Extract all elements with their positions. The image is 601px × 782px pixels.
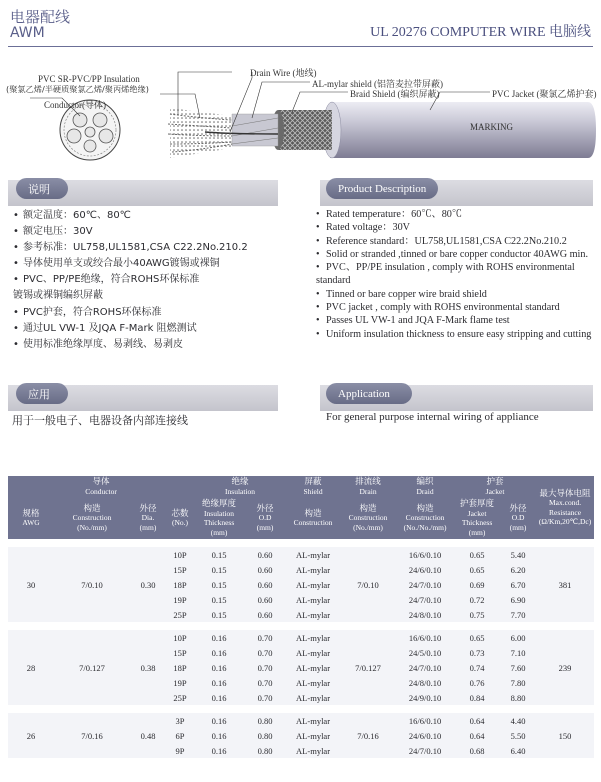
- list-item: • PVC护套，符合ROHS环保标准: [13, 305, 303, 321]
- app-en-text: For general purpose internal wiring of appliance: [326, 411, 539, 423]
- th-awg: 规格 AWG: [8, 497, 54, 543]
- cell-cores: 18P: [173, 579, 187, 590]
- cell-jacket-thickness: 0.84: [469, 692, 485, 703]
- cell-braid: 24/8/0.10: [408, 609, 442, 620]
- cell-insulation-thickness: 0.15: [211, 594, 227, 605]
- list-item: standard: [316, 275, 351, 287]
- cell-insulation-thickness: 0.15: [194, 543, 244, 562]
- cell-jacket-thickness: 0.64: [454, 709, 500, 728]
- th-shield-cons: 构造 Construction: [286, 497, 340, 543]
- list-item: • PVC jacket , comply with ROHS environmental standard: [316, 301, 598, 314]
- cell-cores: 15P: [173, 647, 187, 658]
- cell-jacket-thickness: 0.65: [454, 626, 500, 645]
- cell-insulation-thickness: 0.16: [194, 709, 244, 728]
- cell-insulation-thickness: 0.16: [211, 745, 227, 756]
- list-item: • PVC、PP/PE绝缘，符合ROHS环保标准: [13, 272, 303, 288]
- cell-resistance: 150: [536, 709, 594, 758]
- list-item: • Rated voltage：30V: [316, 221, 598, 234]
- list-item: • Uniform insulation thickness to ensure easy stripping and cutting: [316, 328, 598, 341]
- cell-cores: 18P: [173, 662, 187, 673]
- cell-insulation-od: 0.70: [257, 662, 273, 673]
- list-item: • Rated temperature：60℃、80℃: [316, 208, 598, 221]
- spec-table: [8, 476, 594, 758]
- desc-cn-list: [13, 208, 303, 353]
- cell-jacket-thickness: 0.76: [469, 677, 485, 688]
- cell-awg: 26: [8, 709, 54, 758]
- cable-insulated-pairs: [170, 108, 232, 158]
- th-cond-od: 外径 Dia. (mm): [130, 497, 166, 543]
- th-drain-cons: 构造 Construction (No./mm): [340, 497, 396, 543]
- cell-jacket-thickness: 0.65: [469, 564, 485, 575]
- cell-jacket-thickness: 0.64: [469, 730, 485, 741]
- cell-shield: AL-mylar: [286, 626, 340, 645]
- list-item: • 导体使用单支或绞合最小40AWG镀锡或裸铜: [13, 256, 303, 272]
- cell-braid: 24/5/0.10: [408, 647, 442, 658]
- cable-jacket: [330, 102, 596, 158]
- cell-jacket-od: 7.80: [510, 677, 526, 688]
- cell-cores: 3P: [166, 709, 194, 728]
- cell-insulation-od: 0.60: [257, 594, 273, 605]
- cell-cores: 25P: [173, 609, 187, 620]
- cell-jacket-od: 6.20: [510, 564, 526, 575]
- table-row: [8, 626, 594, 645]
- cell-cores: 10P: [166, 626, 194, 645]
- cell-drain: 7/0.10: [340, 543, 396, 626]
- cell-jacket-thickness: 0.72: [469, 594, 485, 605]
- th-jacket: 护套 Jacket: [454, 476, 536, 497]
- cell-insulation-od: 0.70: [244, 626, 286, 645]
- label-conductor: Conductor(导体): [44, 100, 106, 110]
- label-insulation: PVC SR-PVC/PP Insulation: [38, 74, 140, 84]
- cell-conductor-construction: 7/0.10: [54, 543, 130, 626]
- cell-shield: AL-mylar: [296, 662, 331, 673]
- cell-conductor-dia: 0.48: [130, 709, 166, 758]
- table-row: [8, 709, 594, 728]
- cell-jacket-thickness: 0.69: [469, 579, 485, 590]
- cell-conductor-dia: 0.30: [130, 543, 166, 626]
- cell-jacket-od: 6.70: [510, 579, 526, 590]
- cell-insulation-od: 0.60: [257, 609, 273, 620]
- cell-insulation-od: 0.80: [244, 709, 286, 728]
- header-en-title: AWM: [10, 25, 45, 41]
- cable-braid: [278, 110, 332, 150]
- label-drain-wire: Drain Wire (地线): [250, 68, 317, 78]
- cell-braid: 24/8/0.10: [408, 677, 442, 688]
- app-cn-heading: 应用: [16, 383, 68, 404]
- cell-insulation-thickness: 0.16: [194, 626, 244, 645]
- desc-en-list: [316, 208, 598, 341]
- list-item: • 通过UL VW-1 及JQA F-Mark 阻燃测试: [13, 321, 303, 337]
- cell-cores: 9P: [175, 745, 185, 756]
- cell-jacket-od: 6.00: [500, 626, 536, 645]
- cell-shield: AL-mylar: [296, 677, 331, 688]
- cell-jacket-od: 5.50: [510, 730, 526, 741]
- cell-jacket-od: 7.10: [510, 647, 526, 658]
- cell-insulation-od: 0.60: [244, 543, 286, 562]
- cell-jacket-thickness: 0.74: [469, 662, 485, 673]
- th-jk-od: 外径 O.D (mm): [500, 497, 536, 543]
- cell-cores: 10P: [166, 543, 194, 562]
- cell-insulation-od: 0.70: [257, 677, 273, 688]
- list-item: • Passes UL VW-1 and JQA F-Mark flame test: [316, 314, 598, 327]
- list-item: • Tinned or bare copper wire braid shield: [316, 288, 598, 301]
- cell-conductor-dia: 0.38: [130, 626, 166, 709]
- cell-shield: AL-mylar: [296, 647, 331, 658]
- list-item: • 参考标准：UL758,UL1581,CSA C22.2No.210.2: [13, 240, 303, 256]
- cell-insulation-thickness: 0.16: [211, 730, 227, 741]
- label-pvc-jacket: PVC Jacket (聚氯乙烯护套): [492, 89, 597, 99]
- cell-cores: 15P: [173, 564, 187, 575]
- th-ins-thk: 绝缘厚度 Insulation Thickness (mm): [194, 497, 244, 543]
- product-title: UL 20276 COMPUTER WIRE 电脑线: [370, 25, 591, 40]
- desc-cn-heading: 说明: [16, 178, 68, 199]
- label-al-mylar: AL-mylar shield (铝箔麦拉带屏蔽): [312, 79, 443, 89]
- th-braid-cons: 构造 Construction (No./No./mm): [396, 497, 454, 543]
- cell-jacket-od: 4.40: [500, 709, 536, 728]
- header-cn-title: 电器配线: [10, 8, 71, 26]
- cell-resistance: 239: [536, 626, 594, 709]
- cell-conductor-construction: 7/0.16: [54, 709, 130, 758]
- th-insulation: 绝缘 Insulation: [194, 476, 286, 497]
- cell-braid: 24/7/0.10: [408, 579, 442, 590]
- label-braid-shield: Braid Shield (编织屏蔽): [350, 89, 440, 99]
- cell-insulation-thickness: 0.15: [211, 564, 227, 575]
- cell-insulation-od: 0.60: [257, 564, 273, 575]
- cell-shield: AL-mylar: [296, 730, 331, 741]
- cell-shield: AL-mylar: [296, 609, 331, 620]
- cell-insulation-od: 0.60: [257, 579, 273, 590]
- cell-conductor-construction: 7/0.127: [54, 626, 130, 709]
- cell-jacket-thickness: 0.73: [469, 647, 485, 658]
- cell-insulation-thickness: 0.16: [211, 677, 227, 688]
- cell-jacket-thickness: 0.65: [454, 543, 500, 562]
- cell-braid: 24/7/0.10: [408, 594, 442, 605]
- app-en-heading: Application: [326, 383, 412, 404]
- list-item: • Solid or stranded ,tinned or bare copper conductor 40AWG min.: [316, 248, 598, 261]
- cell-jacket-thickness: 0.75: [469, 609, 485, 620]
- cell-shield: AL-mylar: [296, 579, 331, 590]
- app-cn-text: 用于一般电子、电器设备内部连接线: [12, 414, 188, 427]
- cell-braid: 24/7/0.10: [408, 745, 442, 756]
- cell-insulation-od: 0.70: [257, 692, 273, 703]
- cell-braid: 16/6/0.10: [396, 626, 454, 645]
- desc-en-heading: Product Description: [326, 178, 438, 199]
- th-cond-cons: 构造 Construction (No./mm): [54, 497, 130, 543]
- cell-jacket-thickness: 0.68: [469, 745, 485, 756]
- cell-braid: 24/6/0.10: [408, 564, 442, 575]
- cell-cores: 6P: [175, 730, 185, 741]
- th-shield: 屏蔽 Shield: [286, 476, 340, 497]
- cell-insulation-od: 0.70: [257, 647, 273, 658]
- cell-braid: 24/9/0.10: [408, 692, 442, 703]
- cell-insulation-thickness: 0.15: [211, 579, 227, 590]
- th-ins-od: 外径 O.D (mm): [244, 497, 286, 543]
- cell-shield: AL-mylar: [286, 543, 340, 562]
- cell-drain: 7/0.16: [340, 709, 396, 758]
- cell-insulation-thickness: 0.16: [211, 647, 227, 658]
- th-drain: 排流线 Drain: [340, 476, 396, 497]
- list-item: • PVC、PP/PE insulation , comply with ROHS environmental: [316, 261, 598, 274]
- table-row: [8, 543, 594, 562]
- cell-braid: 16/6/0.10: [396, 709, 454, 728]
- cell-braid: 24/6/0.10: [408, 730, 442, 741]
- th-braid: 编织 Draid: [396, 476, 454, 497]
- cell-braid: 24/7/0.10: [408, 662, 442, 673]
- cell-insulation-od: 0.80: [257, 745, 273, 756]
- cell-cores: 19P: [173, 677, 187, 688]
- cell-awg: 30: [8, 543, 54, 626]
- list-item: • Reference standard：UL758,UL1581,CSA C22.2No.210.2: [316, 235, 598, 248]
- marking-text: MARKING: [470, 122, 514, 132]
- cell-drain: 7/0.127: [340, 626, 396, 709]
- list-item: • 额定温度：60℃、80℃: [13, 208, 303, 224]
- header-divider: [8, 46, 593, 47]
- cell-jacket-od: 8.80: [510, 692, 526, 703]
- cell-jacket-od: 5.40: [500, 543, 536, 562]
- cell-cores: 25P: [173, 692, 187, 703]
- cell-insulation-thickness: 0.16: [211, 692, 227, 703]
- cell-shield: AL-mylar: [296, 692, 331, 703]
- cell-insulation-od: 0.80: [257, 730, 273, 741]
- list-item: • 使用标准绝缘厚度、易剥线、易剥皮: [13, 337, 303, 353]
- list-item: 镀锡或裸铜编织屏蔽: [13, 290, 103, 302]
- th-cores: 芯数 (No.): [166, 497, 194, 543]
- list-item: • 额定电压：30V: [13, 224, 303, 240]
- cell-cores: 19P: [173, 594, 187, 605]
- cell-shield: AL-mylar: [296, 594, 331, 605]
- cell-shield: AL-mylar: [286, 709, 340, 728]
- cell-resistance: 381: [536, 543, 594, 626]
- th-jk-thk: 护套厚度 Jacket Thickness (mm): [454, 497, 500, 543]
- cell-insulation-thickness: 0.15: [211, 609, 227, 620]
- cell-insulation-thickness: 0.16: [211, 662, 227, 673]
- cell-jacket-od: 6.90: [510, 594, 526, 605]
- th-conductor: 导体 Conductor: [8, 476, 194, 497]
- th-resistance: 最大导体电阻 Max.cond. Resistance (Ω/Km,20℃,Dc): [536, 476, 594, 543]
- label-insulation-cn: (聚氯乙烯/半硬质聚氯乙烯/聚丙烯绝缘): [6, 84, 149, 94]
- cell-jacket-od: 7.60: [510, 662, 526, 673]
- cell-awg: 28: [8, 626, 54, 709]
- cell-shield: AL-mylar: [296, 564, 331, 575]
- cell-braid: 16/6/0.10: [396, 543, 454, 562]
- cell-jacket-od: 7.70: [510, 609, 526, 620]
- cell-jacket-od: 6.40: [510, 745, 526, 756]
- cell-shield: AL-mylar: [296, 745, 331, 756]
